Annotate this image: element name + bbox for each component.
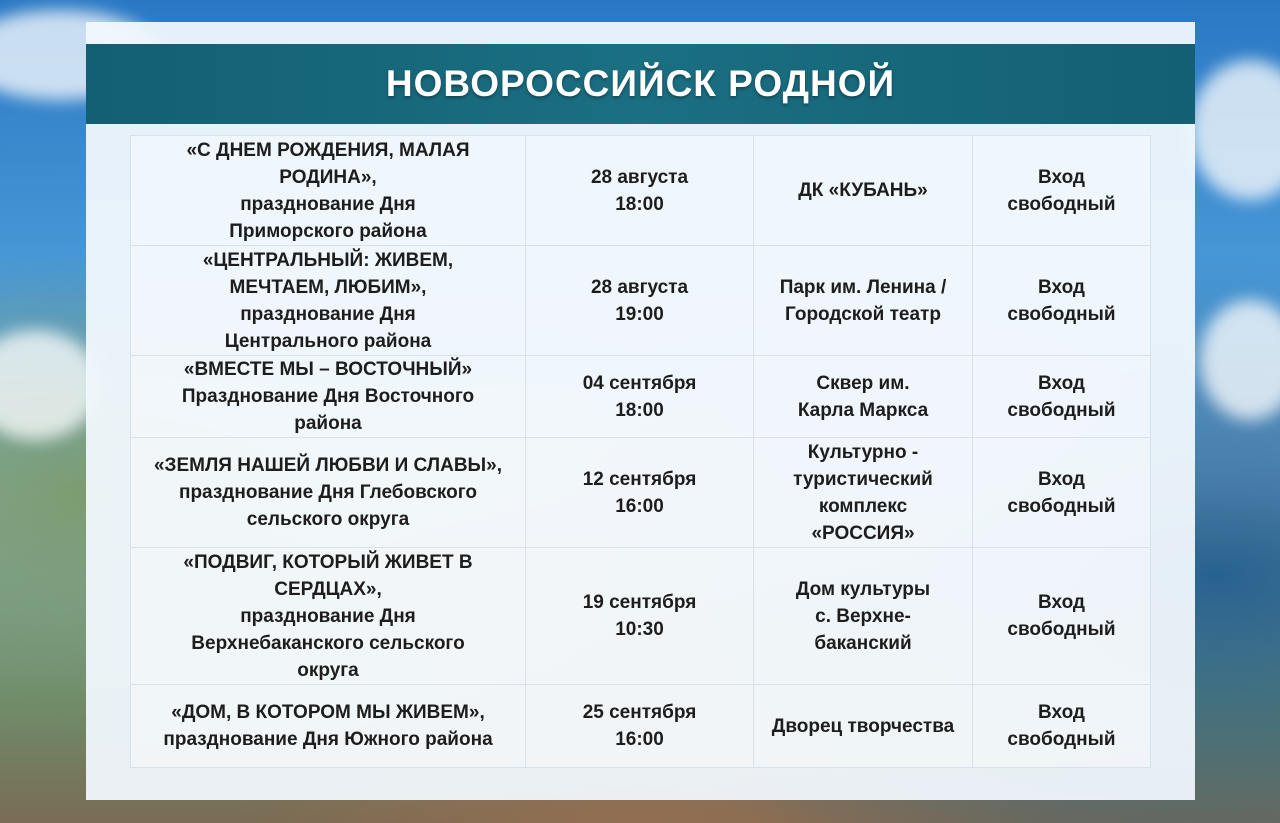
event-place-cell: Дворец творчества — [754, 685, 973, 768]
background-cloud — [1200, 300, 1280, 420]
event-place-cell: Сквер им. Карла Маркса — [754, 356, 973, 438]
event-name-cell: «ДОМ, В КОТОРОМ МЫ ЖИВЕМ», празднование Дня Южного района — [131, 685, 526, 768]
event-date-cell: 28 августа 19:00 — [526, 246, 754, 356]
events-table — [130, 135, 1151, 768]
event-name-cell: «ВМЕСТЕ МЫ – ВОСТОЧНЫЙ» Празднование Дня Восточного района — [131, 356, 526, 438]
event-entry-cell: Вход свободный — [973, 548, 1151, 685]
event-entry-cell: Вход свободный — [973, 246, 1151, 356]
event-entry-cell: Вход свободный — [973, 438, 1151, 548]
event-place-cell: Культурно - туристический комплекс «РОССИЯ» — [754, 438, 973, 548]
table-row — [131, 685, 1151, 768]
event-date-cell: 19 сентября 10:30 — [526, 548, 754, 685]
event-entry-cell: Вход свободный — [973, 685, 1151, 768]
event-date-cell: 25 сентября 16:00 — [526, 685, 754, 768]
event-place-cell: Парк им. Ленина / Городской театр — [754, 246, 973, 356]
event-name-cell: «С ДНЕМ РОЖДЕНИЯ, МАЛАЯ РОДИНА», празднование Дня Приморского района — [131, 136, 526, 246]
event-name-cell: «ЗЕМЛЯ НАШЕЙ ЛЮБВИ И СЛАВЫ», празднование Дня Глебовского сельского округа — [131, 438, 526, 548]
background-cloud — [1190, 60, 1280, 200]
event-place-cell: Дом культуры с. Верхне- баканский — [754, 548, 973, 685]
event-entry-cell: Вход свободный — [973, 136, 1151, 246]
table-row — [131, 136, 1151, 246]
schedule-panel — [86, 22, 1195, 800]
title-banner — [86, 44, 1195, 124]
table-row — [131, 438, 1151, 548]
table-row — [131, 356, 1151, 438]
event-entry-cell: Вход свободный — [973, 356, 1151, 438]
table-row — [131, 548, 1151, 685]
event-name-cell: «ПОДВИГ, КОТОРЫЙ ЖИВЕТ В СЕРДЦАХ», празднование Дня Верхнебаканского сельского округа — [131, 548, 526, 685]
event-date-cell: 12 сентября 16:00 — [526, 438, 754, 548]
event-place-cell: ДК «КУБАНЬ» — [754, 136, 973, 246]
event-date-cell: 04 сентября 18:00 — [526, 356, 754, 438]
page-title: НОВОРОССИЙСК РОДНОЙ — [385, 63, 896, 104]
event-name-cell: «ЦЕНТРАЛЬНЫЙ: ЖИВЕМ, МЕЧТАЕМ, ЛЮБИМ», празднование Дня Центрального района — [131, 246, 526, 356]
background-cloud — [0, 330, 100, 440]
table-row — [131, 246, 1151, 356]
event-date-cell: 28 августа 18:00 — [526, 136, 754, 246]
